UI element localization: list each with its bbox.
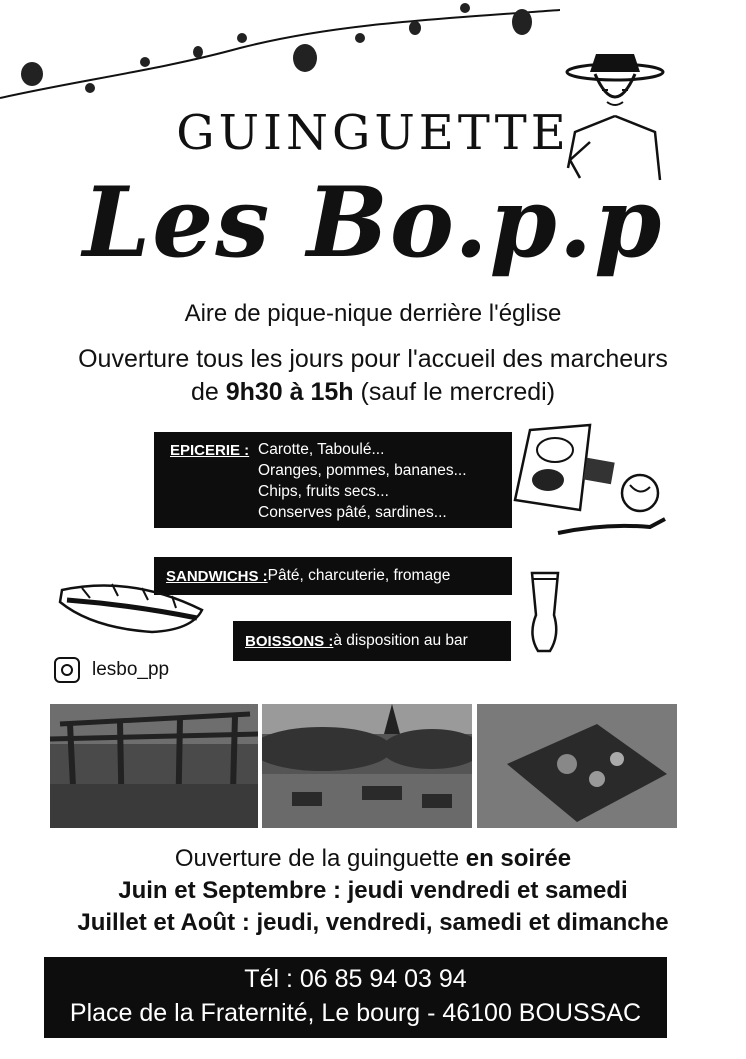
evening-line3: Juillet et Août : jeudi, vendredi, samedi et dimanche [77, 909, 669, 936]
evening-line1-prefix: Ouverture de la guinguette [174, 845, 466, 872]
instagram-icon [54, 657, 80, 683]
epicerie-item: Oranges, pommes, bananes... [258, 462, 467, 479]
phone-number: Tél : 06 85 94 03 94 [244, 965, 467, 993]
boissons-box [233, 621, 511, 661]
opening-hours-line [0, 378, 746, 407]
evening-line1 [0, 845, 746, 873]
photo-church-garden [262, 704, 472, 828]
epicerie-item: Carotte, Taboulé... [258, 441, 385, 458]
epicerie-box [154, 432, 512, 528]
epicerie-items [258, 439, 467, 523]
epicerie-label: EPICERIE : [170, 442, 250, 459]
address: Place de la Fraternité, Le bourg - 46100 BOUSSAC [69, 999, 642, 1027]
beer-glass-illustration [520, 565, 570, 655]
evening-line1-bold: en soirée [465, 845, 572, 872]
opening-hours: 9h30 à 15h [225, 378, 354, 406]
contact-footer [44, 957, 667, 1038]
location-text: Aire de pique-nique derrière l'église [184, 300, 562, 327]
string-lights-decoration [0, 0, 560, 110]
header-subtitle: GUINGUETTE [176, 105, 570, 161]
opening-suffix: (sauf le mercredi) [353, 378, 556, 406]
boissons-text: à disposition au bar [333, 632, 468, 649]
photo-pergola [50, 704, 258, 828]
page-title: Les Bo.p.p [82, 166, 664, 279]
epicerie-item: Conserves pâté, sardines... [258, 504, 447, 521]
groceries-illustration [510, 415, 670, 545]
epicerie-item: Chips, fruits secs... [258, 483, 389, 500]
instagram-handle-text: lesbo_pp [92, 659, 170, 680]
opening-text-line1: Ouverture tous les jours pour l'accueil des marcheurs [78, 345, 668, 373]
instagram-handle [54, 657, 169, 683]
sandwich-illustration [52, 570, 212, 640]
photo-food-plate [477, 704, 677, 828]
sandwichs-text: Pâté, charcuterie, fromage [267, 567, 451, 584]
opening-prefix: de [190, 378, 226, 406]
boissons-label: BOISSONS : [245, 632, 334, 650]
evening-line2: Juin et Septembre : jeudi vendredi et samedi [118, 877, 628, 904]
sandwichs-label: SANDWICHS : [166, 567, 268, 585]
